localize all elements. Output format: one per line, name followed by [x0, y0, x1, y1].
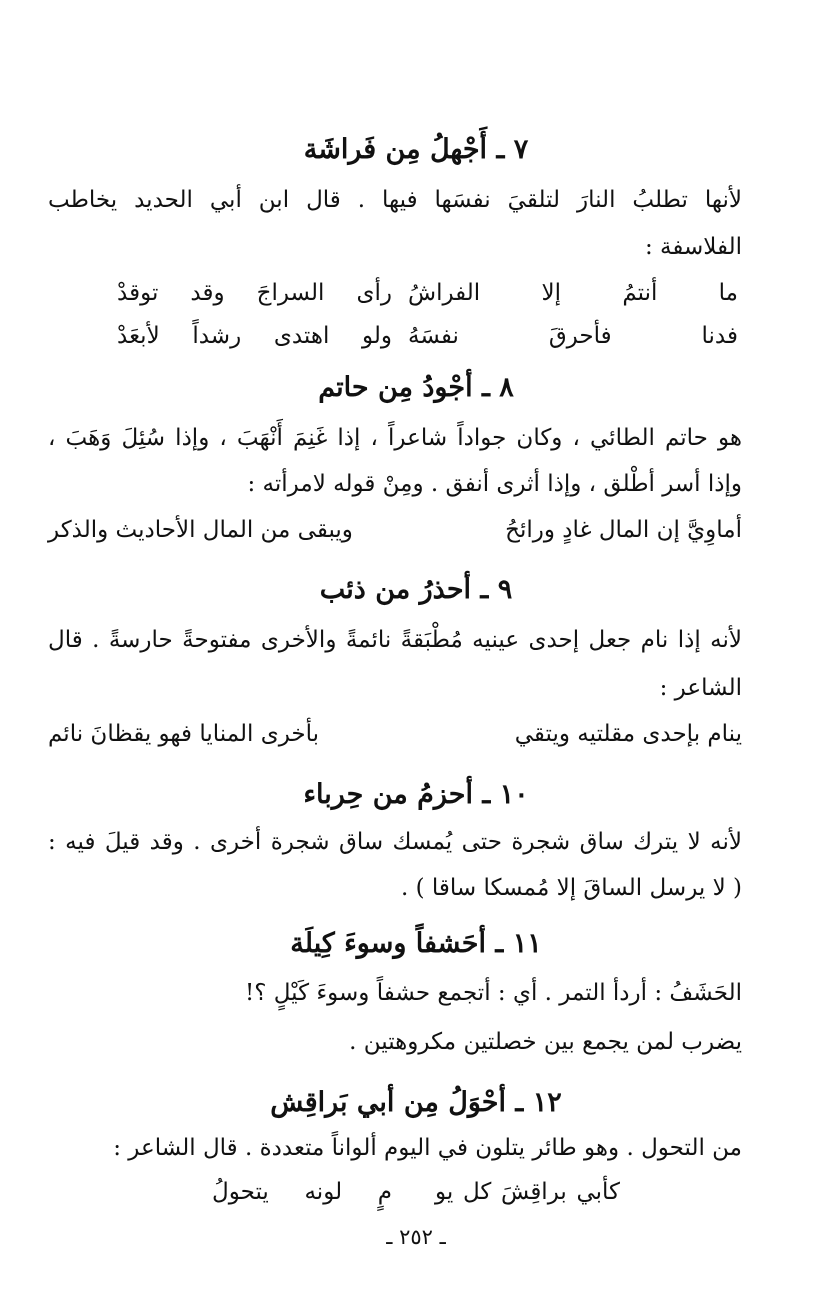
verse-first-hemistich: أماوِيَّ إن المال غادٍ ورائحُ: [505, 517, 742, 543]
section-title: ٨ ـ أجْودُ مِن حاتم: [318, 372, 514, 403]
page-number: ـ ٢٥٢ ـ: [386, 1225, 446, 1249]
paragraph-line: هو حاتم الطائي ، وكان جواداً شاعراً ، إذا غَنِمَ أَنْهَبَ ، وإذا سُئِلَ وَهَبَ ،: [48, 425, 742, 451]
section-title: ١١ ـ أحَشفاً وسوءَ كِيلَة: [290, 928, 542, 959]
section-title: ١٢ ـ أحْوَلُ مِن أبي بَراقِش: [270, 1087, 562, 1118]
paragraph-line: وإذا أسر أطْلق ، وإذا أثرى أنفق . ومِنْ قوله لامرأته :: [247, 471, 742, 497]
paragraph-line: لأنه إذا نام جعل إحدى عينيه مُطْبَقةً نائمةً والأخرى مفتوحةً حارسةً . قال: [48, 627, 742, 653]
verse-line: [48, 510, 742, 550]
verse-second-hemistich: ولو اهتدى رشداً لأبعَدْ: [117, 323, 392, 349]
verse-first-hemistich: ما أنتمُ إلا الفراشُ: [408, 280, 738, 306]
section-title: ٩ ـ أحذرُ من ذئب: [319, 574, 513, 605]
verse-second-hemistich: بأخرى المنايا فهو يقظانَ نائم: [48, 721, 320, 747]
verse-first-hemistich: كأبي براقِشَ كل يو: [435, 1179, 620, 1205]
verse-first-hemistich: ينام بإحدى مقلتيه ويتقي: [514, 721, 742, 747]
verse-first-hemistich: فدنا فأحرقَ نفسَهُ: [408, 323, 738, 349]
section-title: ٧ ـ أَجْهلُ مِن فَراشَة: [303, 134, 529, 165]
paragraph-line: لأنه لا يترك ساق شجرة حتى يُمسك ساق شجرة أخرى . وقد قيلَ فيه :: [48, 829, 742, 855]
paragraph-line: لأنها تطلبُ النارَ لتلقيَ نفسَها فيها . قال ابن أبي الحديد يخاطب: [48, 187, 742, 213]
verse-line: [48, 714, 742, 754]
paragraph-line: من التحول . وهو طائر يتلون في اليوم ألواناً متعددة . قال الشاعر :: [113, 1135, 742, 1161]
paragraph-line: الفلاسفة :: [644, 234, 742, 260]
verse-second-hemistich: ويبقى من المال الأحاديث والذكر: [48, 517, 353, 543]
paragraph-line: الشاعر :: [659, 675, 742, 701]
verse-second-hemistich: رأى السراجَ وقد توقدْ: [117, 280, 392, 306]
paragraph-line: الحَشَفُ : أردأ التمر . أي : أتجمع حشفاً وسوءَ كَيْلٍ ؟!: [244, 980, 742, 1006]
paragraph-line: ( لا يرسل الساقَ إلا مُمسكا ساقا ) .: [400, 875, 742, 901]
verse-second-hemistich: مٍ لونه يتحولُ: [212, 1179, 392, 1205]
section-title: ١٠ ـ أحزمُ من حِرباء: [303, 779, 529, 810]
paragraph-line: يضرب لمن يجمع بين خصلتين مكروهتين .: [349, 1029, 742, 1055]
